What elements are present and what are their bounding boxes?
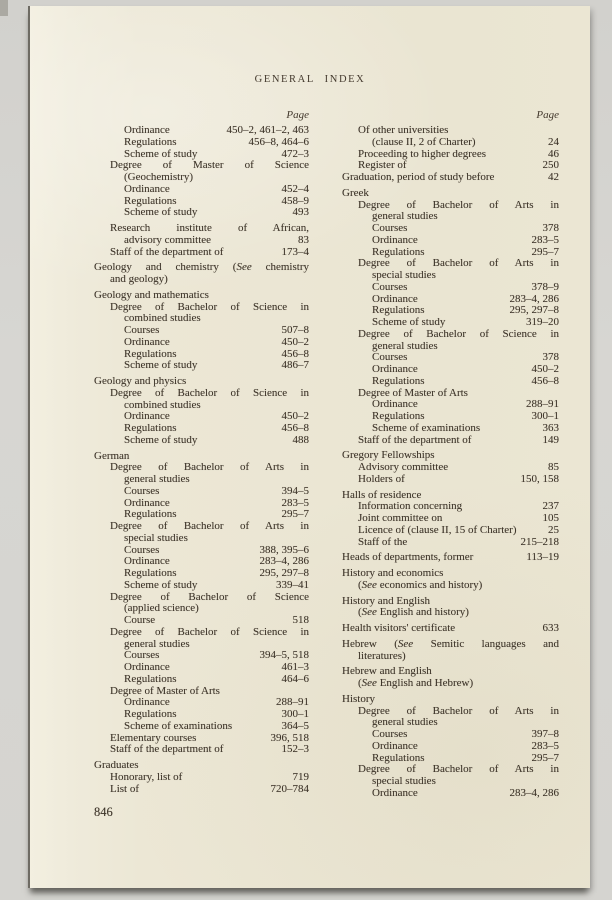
- scan-edge-artifact: [0, 0, 8, 16]
- entry-label: combined studies: [124, 312, 201, 325]
- entry-label: Scheme of study: [124, 147, 198, 160]
- entry-label: Advisory committee: [358, 461, 449, 473]
- entry-page-number: 113–19: [526, 551, 559, 564]
- index-entry: [94, 274, 309, 286]
- entry-page-number: 250: [542, 159, 559, 172]
- entry-label: Staff of the department of: [110, 245, 224, 258]
- entry-label: Degree of Bachelor of Arts in: [358, 257, 559, 270]
- book-page: [28, 6, 590, 888]
- entry-page-number: 461–3: [281, 661, 309, 673]
- entry-label: Regulations: [372, 245, 425, 258]
- entry-label: Regulations: [124, 672, 177, 685]
- entry-page-number: 450–2, 461–2, 463: [226, 124, 309, 136]
- index-entry: [342, 788, 559, 800]
- entry-label: Degree of Master of Arts: [110, 684, 220, 697]
- page-column-label-right: Page: [536, 109, 559, 121]
- index-entry: [342, 474, 559, 486]
- entry-label: Halls of residence: [342, 488, 422, 501]
- entry-label: Regulations: [124, 708, 177, 720]
- entry-page-number: 450–2: [281, 335, 309, 348]
- entry-label: Regulations: [124, 508, 177, 521]
- entry-label: general studies: [124, 473, 190, 485]
- entry-label: special studies: [372, 269, 436, 281]
- entry-label: Courses: [372, 222, 408, 234]
- entry-page-number: 720–784: [270, 782, 309, 795]
- entry-page-number: 452–4: [281, 182, 309, 195]
- entry-label: Honorary, list of: [110, 770, 183, 783]
- entry-label: (applied science): [124, 602, 199, 615]
- entry-label: Heads of departments, former: [342, 551, 474, 564]
- entry-page-number: 397–8: [531, 728, 559, 740]
- entry-label: Staff of the department of: [358, 433, 472, 446]
- entry-page-number: 319–20: [526, 316, 559, 328]
- entry-label: Scheme of study: [124, 359, 198, 372]
- entry-label: general studies: [372, 339, 438, 352]
- entry-page-number: 283–5: [281, 496, 309, 509]
- entry-label: Degree of Bachelor of Arts in: [358, 763, 559, 776]
- index-entry: [94, 784, 309, 796]
- entry-page-number: 363: [542, 421, 559, 434]
- entry-page-number: 378: [542, 351, 559, 364]
- index-entry: [342, 607, 559, 619]
- entry-page-number: 300–1: [531, 410, 559, 422]
- entry-page-number: 149: [542, 433, 559, 446]
- entry-label: Regulations: [124, 422, 177, 434]
- index-entry: [94, 247, 309, 259]
- entry-label: Ordinance: [124, 496, 170, 509]
- entry-label: Licence of (clause II, 15 of Charter): [358, 523, 517, 536]
- entry-label: Elementary courses: [110, 731, 197, 744]
- entry-page-number: 237: [542, 500, 559, 513]
- index-heading: [342, 172, 559, 184]
- entry-page-number: 25: [548, 523, 559, 536]
- entry-label: Greek: [342, 186, 369, 199]
- entry-label: Regulations: [372, 374, 425, 387]
- entry-label: general studies: [372, 210, 438, 223]
- entry-label: Hebrew and English: [342, 665, 432, 678]
- entry-label: combined studies: [124, 398, 201, 411]
- entry-page-number: 456–8: [281, 347, 309, 360]
- entry-label: History and economics: [342, 567, 444, 579]
- entry-page-number: 83: [298, 233, 309, 246]
- index-heading: [342, 623, 559, 635]
- entry-page-number: 288–91: [526, 398, 559, 411]
- entry-label: Regulations: [124, 194, 177, 207]
- entry-label: Holders of: [358, 472, 405, 485]
- entry-page-number: 633: [542, 622, 559, 634]
- entry-label: Regulations: [372, 410, 425, 422]
- entry-page-number: 456–8, 464–6: [248, 135, 309, 148]
- entry-page-number: 295–7: [531, 245, 559, 258]
- entry-page-number: 283–4, 286: [509, 786, 559, 799]
- entry-page-number: 85: [548, 461, 559, 473]
- entry-label: Scheme of study: [124, 206, 198, 219]
- entry-label: Staff of the: [358, 535, 408, 548]
- index-entry: [94, 207, 309, 219]
- entry-page-number: 378: [542, 222, 559, 234]
- entry-label: special studies: [124, 531, 188, 544]
- entry-label: History: [342, 692, 375, 705]
- entry-label: Gregory Fellowships: [342, 449, 435, 462]
- entry-label: List of: [110, 782, 140, 795]
- entry-label: Regulations: [124, 567, 177, 579]
- entry-page-number: 450–2: [531, 363, 559, 375]
- entry-label: Degree of Bachelor of Science in: [110, 386, 309, 399]
- entry-label: Courses: [372, 351, 408, 364]
- entry-page-number: 394–5, 518: [259, 649, 309, 662]
- entry-label: Degree of Bachelor of Arts in: [358, 704, 559, 717]
- entry-label: Degree of Bachelor of Science in: [110, 300, 309, 313]
- entry-label: Scheme of study: [124, 433, 198, 446]
- entry-label: Degree of Bachelor of Science: [110, 590, 309, 603]
- index-entry: [94, 744, 309, 756]
- entry-label: Joint committee on: [358, 512, 443, 524]
- entry-label: Degree of Bachelor of Science in: [110, 625, 309, 638]
- entry-page-number: 472–3: [281, 147, 309, 160]
- entry-label: Of other universities: [358, 124, 449, 136]
- entry-page-number: 488: [292, 433, 309, 446]
- entry-label: Degree of Bachelor of Arts in: [358, 198, 559, 211]
- entry-page-number: 339–41: [276, 578, 309, 591]
- entry-page-number: 283–4, 286: [509, 292, 559, 305]
- index-entry: [342, 537, 559, 549]
- entry-label: Degree of Bachelor of Arts in: [110, 461, 309, 474]
- entry-page-number: 456–8: [531, 374, 559, 387]
- entry-label: Health visitors' certificate: [342, 622, 456, 634]
- entry-label: Ordinance: [372, 786, 418, 799]
- entry-page-number: 295–7: [531, 751, 559, 764]
- entry-page-number: 378–9: [531, 280, 559, 293]
- entry-label: Proceeding to higher degrees: [358, 147, 486, 160]
- index-column-right: [342, 125, 559, 800]
- entry-label: Ordinance: [124, 696, 170, 709]
- entry-label: literatures): [358, 649, 406, 662]
- entry-label: advisory committee: [124, 233, 212, 246]
- entry-page-number: 42: [548, 171, 559, 183]
- entry-label: Degree of Master of Arts: [358, 386, 468, 399]
- entry-page-number: 295–7: [281, 508, 309, 521]
- entry-page-number: 150, 158: [520, 472, 559, 485]
- entry-page-number: 364–5: [281, 719, 309, 732]
- entry-label: Ordinance: [372, 363, 418, 375]
- entry-page-number: 152–3: [281, 743, 309, 756]
- entry-label: Geology and mathematics: [94, 288, 209, 301]
- entry-label: Graduation, period of study before: [342, 171, 495, 183]
- index-column-left: [94, 125, 309, 795]
- entry-label: Ordinance: [124, 410, 170, 423]
- entry-label: Ordinance: [372, 292, 418, 305]
- entry-label: (See economics and history): [358, 578, 483, 591]
- entry-label: (See English and history): [358, 606, 469, 619]
- entry-label: general studies: [372, 716, 438, 729]
- entry-label: Graduates: [94, 759, 139, 771]
- entry-label: Degree of Bachelor of Science in: [358, 327, 559, 340]
- entry-page-number: 507–8: [281, 324, 309, 336]
- entry-label: Scheme of examinations: [124, 719, 233, 732]
- entry-label: Courses: [124, 484, 160, 497]
- entry-label: Regulations: [124, 347, 177, 360]
- entry-label: Information concerning: [358, 500, 463, 513]
- index-heading: [342, 552, 559, 564]
- entry-label: Courses: [372, 728, 408, 740]
- index-entry: [94, 435, 309, 447]
- entry-page-number: 719: [292, 770, 309, 783]
- index-entry: [342, 651, 559, 663]
- entry-label: general studies: [124, 637, 190, 650]
- entry-page-number: 173–4: [281, 245, 309, 258]
- entry-label: Courses: [124, 543, 160, 556]
- entry-page-number: 464–6: [281, 672, 309, 685]
- page-heading: GENERAL INDEX: [254, 74, 366, 85]
- entry-label: Courses: [372, 280, 408, 293]
- entry-page-number: 486–7: [281, 359, 309, 372]
- entry-label: Scheme of examinations: [372, 421, 481, 434]
- entry-page-number: 215–218: [520, 535, 559, 548]
- entry-page-number: 456–8: [281, 422, 309, 434]
- entry-label: Geology and chemistry (See chemistry: [94, 261, 309, 274]
- entry-page-number: 295, 297–8: [259, 567, 309, 579]
- entry-label: (Geochemistry): [124, 171, 194, 183]
- index-entry: [342, 580, 559, 592]
- entry-label: Ordinance: [124, 182, 170, 195]
- entry-page-number: 300–1: [281, 708, 309, 720]
- folio-number: 846: [94, 805, 113, 819]
- entry-label: special studies: [372, 775, 436, 787]
- entry-page-number: 105: [542, 512, 559, 524]
- entry-label: Research institute of African,: [110, 222, 309, 234]
- page-column-label-left: Page: [286, 109, 309, 121]
- entry-label: Degree of Bachelor of Arts in: [110, 520, 309, 532]
- entry-label: Courses: [124, 649, 160, 662]
- entry-label: Regulations: [372, 304, 425, 317]
- entry-label: Ordinance: [124, 124, 170, 136]
- entry-label: Ordinance: [372, 233, 418, 246]
- entry-label: Scheme of study: [372, 316, 446, 328]
- entry-label: (See English and Hebrew): [358, 677, 474, 689]
- entry-page-number: 458–9: [281, 194, 309, 207]
- entry-label: Staff of the department of: [110, 743, 224, 756]
- entry-page-number: 295, 297–8: [509, 304, 559, 317]
- entry-page-number: 46: [548, 147, 559, 160]
- entry-page-number: 388, 395–6: [259, 543, 309, 556]
- entry-label: (clause II, 2 of Charter): [372, 135, 476, 148]
- entry-label: Course: [124, 614, 156, 626]
- entry-label: Ordinance: [372, 398, 418, 411]
- entry-label: Geology and physics: [94, 375, 187, 387]
- index-entry: [94, 360, 309, 372]
- index-entry: [342, 435, 559, 447]
- entry-page-number: 283–4, 286: [259, 555, 309, 568]
- entry-label: Ordinance: [124, 555, 170, 568]
- entry-page-number: 24: [548, 135, 559, 148]
- index-entry: [342, 678, 559, 690]
- entry-page-number: 283–5: [531, 233, 559, 246]
- entry-label: Courses: [124, 324, 160, 336]
- entry-page-number: 493: [292, 206, 309, 219]
- entry-label: Degree of Master of Science: [110, 159, 309, 172]
- entry-page-number: 450–2: [281, 410, 309, 423]
- entry-page-number: 394–5: [281, 484, 309, 497]
- entry-label: German: [94, 449, 130, 462]
- entry-label: Register of: [358, 159, 407, 172]
- entry-label: Regulations: [372, 751, 425, 764]
- entry-label: Ordinance: [372, 739, 418, 752]
- entry-page-number: 288–91: [276, 696, 309, 709]
- entry-page-number: 283–5: [531, 739, 559, 752]
- entry-label: Hebrew (See Semitic languages and: [342, 637, 559, 650]
- entry-label: Regulations: [124, 135, 177, 148]
- entry-label: and geology): [110, 273, 168, 285]
- entry-label: History and English: [342, 594, 430, 607]
- entry-label: Ordinance: [124, 661, 170, 673]
- entry-label: Ordinance: [124, 335, 170, 348]
- entry-page-number: 396, 518: [270, 731, 309, 744]
- entry-page-number: 518: [292, 614, 309, 626]
- entry-label: Scheme of study: [124, 578, 198, 591]
